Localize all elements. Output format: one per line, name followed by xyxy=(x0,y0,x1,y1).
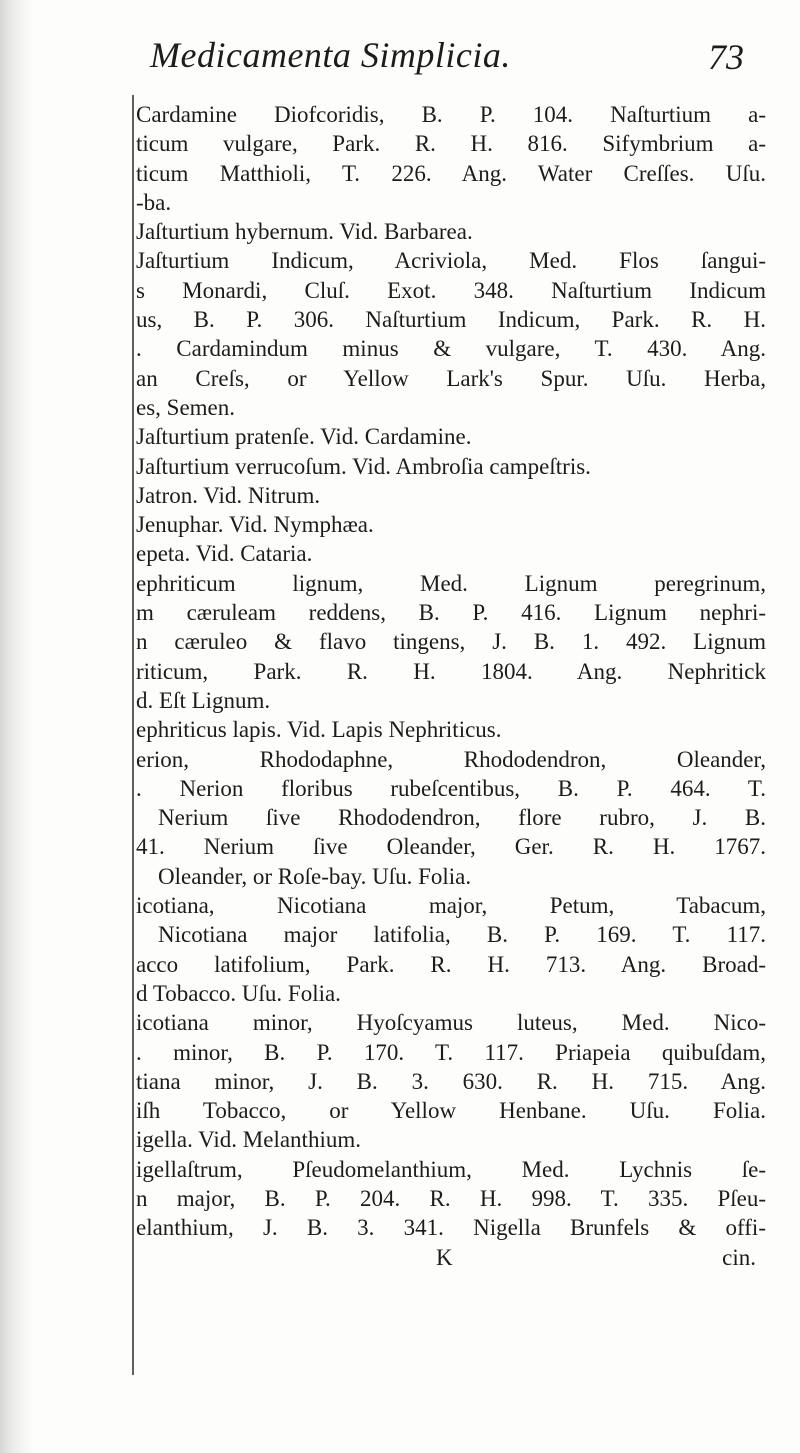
binding-gutter-shadow xyxy=(0,0,34,1453)
text-line: n major, B. P. 204. R. H. 998. T. 335. Pſeu- xyxy=(136,1185,766,1211)
page-footer xyxy=(136,1243,766,1272)
text-line: icotiana, Nicotiana major, Petum, Tabacum, xyxy=(136,893,766,919)
text-line: Jaſturtium pratenſe. Vid. Cardamine. xyxy=(136,424,472,450)
column-margin-rule xyxy=(132,95,134,1375)
entries-column xyxy=(136,100,766,1272)
signature-mark: K xyxy=(436,1244,453,1270)
text-line: iſh Tobacco, or Yellow Henbane. Uſu. Folia. xyxy=(136,1098,766,1124)
text-line: m cæruleam reddens, B. P. 416. Lignum nephri- xyxy=(136,600,766,626)
text-line: Jaſturtium verrucoſum. Vid. Ambroſia campeſtris. xyxy=(136,453,591,479)
text-line: Nerium ſive Rhododendron, flore rubro, J. B. xyxy=(158,805,766,831)
text-line: erion, Rhododaphne, Rhododendron, Oleander, xyxy=(136,746,766,772)
text-line: epeta. Vid. Cataria. xyxy=(136,541,313,567)
text-line: acco latifolium, Park. R. H. 713. Ang. Broad- xyxy=(136,951,766,977)
text-line: s Monardi, Cluſ. Exot. 348. Naſturtium Indicum xyxy=(136,277,766,303)
text-line: Jaſturtium Indicum, Acriviola, Med. Flos ſangui- xyxy=(136,248,766,274)
text-line: . Cardamindum minus & vulgare, T. 430. Ang. xyxy=(136,336,766,362)
text-line: . Nerion floribus rubeſcentibus, B. P. 464. T. xyxy=(136,775,766,801)
text-line: n cæruleo & flavo tingens, J. B. 1. 492. Lignum xyxy=(136,629,766,655)
text-line: riticum, Park. R. H. 1804. Ang. Nephritick xyxy=(136,658,766,684)
text-line: . minor, B. P. 170. T. 117. Priapeia quibuſdam, xyxy=(136,1039,766,1065)
text-line: ephriticus lapis. Vid. Lapis Nephriticus. xyxy=(136,717,502,743)
catchword: cin. xyxy=(722,1244,756,1270)
text-line: Oleander, or Roſe-bay. Uſu. Folia. xyxy=(158,863,472,889)
text-line: Jatron. Vid. Nitrum. xyxy=(136,482,321,508)
text-line: tiana minor, J. B. 3. 630. R. H. 715. Ang. xyxy=(136,1068,766,1094)
text-line: d. Eſt Lignum. xyxy=(136,687,271,713)
text-line: icotiana minor, Hyoſcyamus luteus, Med. Nico- xyxy=(136,1010,766,1036)
text-line: -ba. xyxy=(136,189,172,215)
text-line: igellaſtrum, Pſeudomelanthium, Med. Lychnis ſe- xyxy=(136,1156,766,1182)
page-header xyxy=(0,28,800,88)
text-line: an Creſs, or Yellow Lark's Spur. Uſu. Herba, xyxy=(136,365,766,391)
text-line: d Tobacco. Uſu. Folia. xyxy=(136,980,341,1006)
text-line: ephriticum lignum, Med. Lignum peregrinum, xyxy=(136,570,766,596)
text-line: ticum vulgare, Park. R. H. 816. Sifymbrium a- xyxy=(136,131,766,157)
text-line: elanthium, J. B. 3. 341. Nigella Brunfels & offi- xyxy=(136,1215,766,1241)
text-line: es, Semen. xyxy=(136,394,236,420)
text-line: Cardamine Diofcoridis, B. P. 104. Naſturtium a- xyxy=(136,102,766,127)
running-title: Medicamenta Simplicia. xyxy=(150,35,511,75)
text-line: Jenuphar. Vid. Nymphæa. xyxy=(136,512,374,538)
text-line: ticum Matthioli, T. 226. Ang. Water Creſſes. Uſu. xyxy=(136,160,766,186)
text-line: 41. Nerium ſive Oleander, Ger. R. H. 1767. xyxy=(136,834,766,860)
text-line: igella. Vid. Melanthium. xyxy=(136,1127,361,1153)
text-line: Nicotiana major latifolia, B. P. 169. T. 117. xyxy=(158,922,766,948)
text-line: us, B. P. 306. Naſturtium Indicum, Park. R. H. xyxy=(136,307,766,333)
text-line: Jaſturtium hybernum. Vid. Barbarea. xyxy=(136,219,473,245)
page-number: 73 xyxy=(708,37,744,77)
